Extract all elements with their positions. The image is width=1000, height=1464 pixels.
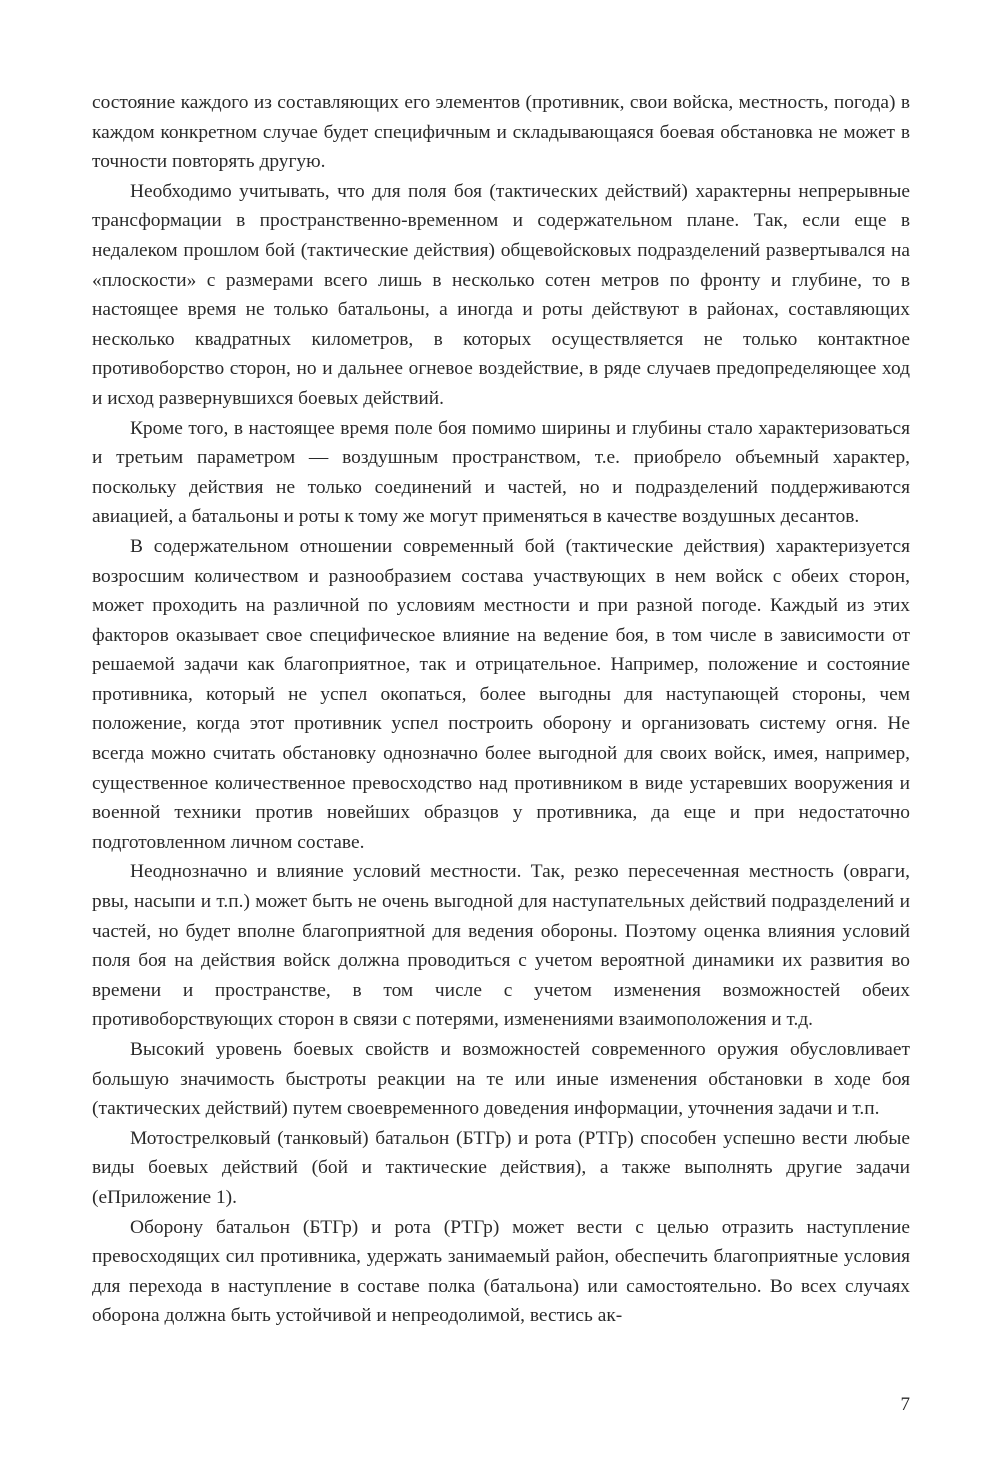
paragraph-weapons: Высокий уровень боевых свойств и возможностей современного оружия обусловливает большую значимость быстроты реакции на те или иные изменения обстановки в ходе боя (тактических действий) путем своевременного доведения информации, уточнения задачи и т.п.	[92, 1039, 910, 1120]
paragraph-defense: Оборону батальон (БТГр) и рота (РТГр) может вести с целью отразить наступление превосходящих сил противника, удержать занимаемый район, обеспечить благоприятные условия для перехода в наступление в составе полка (батальона) или самостоятельно. Во всех случаях оборона должна быть устойчивой и непреодолимой, вестись ак-	[92, 1216, 910, 1327]
paragraph-continued: состояние каждого из составляющих его элементов (противник, свои войска, местность, погода) в каждом конкретном случае будет специфичным и складывающаяся боевая обстановка не может в точности повторять другую.	[92, 92, 910, 173]
page-number: 7	[900, 1394, 910, 1415]
paragraph-airspace: Кроме того, в настоящее время поле боя помимо ширины и глубины стало характеризоваться и третьим параметром — воздушным пространством, т.е. приобрело объемный характер, поскольку действия не только соединений и частей, но и подразделений поддерживаются авиацией, а батальоны и роты к тому же могут применяться в качестве воздушных десантов.	[92, 417, 910, 528]
paragraph-terrain: Неоднозначно и влияние условий местности. Так, резко пересеченная местность (овраги, рвы, насыпи и т.п.) может быть не очень выгодной для наступательных действий подразделений и частей, но будет вполне благоприятной для ведения обороны. Поэтому оценка влияния условий поля боя на действия войск должна проводиться с учетом вероятной динамики их развития во времени и пространстве, в том числе с учетом изменения возможностей обеих противоборствующих сторон в связи с потерями, изменениями взаимоположения и т.д.	[92, 861, 910, 1031]
body-text	[92, 88, 910, 1331]
paragraph-content-aspect: В содержательном отношении современный бой (тактические действия) характеризуется возросшим количеством и разнообразием состава участвующих в нем войск с обеих сторон, может проходить на различной по условиям местности и при разной погоде. Каждый из этих факторов оказывает свое специфическое влияние на ведение боя, в том числе в зависимости от решаемой задачи как благоприятное, так и отрицательное. Например, положение и состояние противника, который не успел окопаться, более выгодны для наступающей стороны, чем положение, когда этот противник успел построить оборону и организовать систему огня. Не всегда можно считать обстановку однозначно более выгодной для своих войск, имея, например, существенное количественное превосходство над противником в виде устаревших вооружения и военной техники против новейших образцов у противника, да еще и при недостаточно подготовленном личном составе.	[92, 535, 910, 853]
paragraph-battalion-tasks: Мотострелковый (танковый) батальон (БТГр) и рота (РТГр) способен успешно вести любые виды боевых действий (бой и тактические действия), а также выполнять другие задачи (еПриложение 1).	[92, 1127, 910, 1208]
paragraph-battlefield-transformation: Необходимо учитывать, что для поля боя (тактических действий) характерны непрерывные трансформации в пространственно-временном и содержательном плане. Так, если еще в недалеком прошлом бой (тактические действия) общевойсковых подразделений развертывался на «плоскости» с размерами всего лишь в несколько сотен метров по фронту и глубине, то в настоящее время не только батальоны, а иногда и роты действуют в районах, составляющих несколько квадратных километров, в которых осуществляется не только контактное противоборство сторон, но и дальнее огневое воздействие, в ряде случаев предопределяющее ход и исход развернувшихся боевых действий.	[92, 180, 910, 409]
